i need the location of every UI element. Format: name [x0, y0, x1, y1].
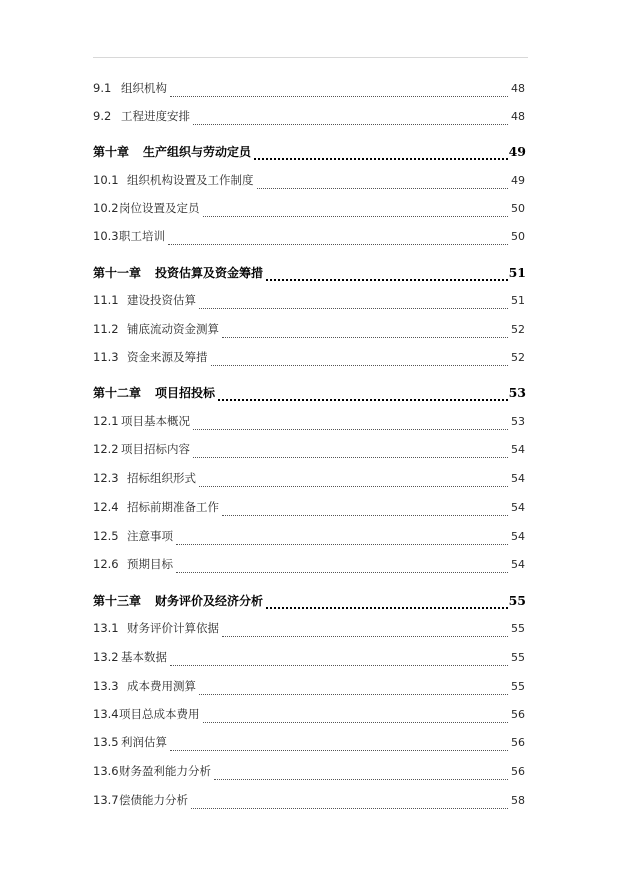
toc-page-number: 55	[511, 651, 525, 664]
toc-page-number: 58	[511, 794, 525, 807]
toc-page-number: 56	[511, 765, 525, 778]
toc-number: 第十三章	[93, 594, 142, 608]
toc-title: 预期目标	[127, 557, 173, 571]
dot-leader	[176, 572, 508, 573]
toc-page-number: 50	[511, 202, 525, 215]
toc-page-number: 52	[511, 351, 525, 364]
toc-row[interactable]	[93, 792, 526, 812]
toc-title: 招标前期准备工作	[127, 500, 219, 514]
toc-number: 第十二章	[93, 386, 142, 400]
toc-page-number: 48	[511, 110, 525, 123]
dot-leader	[254, 158, 508, 160]
dot-leader	[266, 279, 508, 281]
dot-leader	[193, 457, 508, 458]
toc-title: 岗位设置及定员	[119, 201, 200, 215]
toc-title: 建设投资估算	[127, 293, 196, 307]
dot-leader	[170, 750, 508, 751]
toc-page-number: 54	[511, 472, 525, 485]
dot-leader	[170, 665, 508, 666]
toc-page-number: 54	[511, 501, 525, 514]
toc-page-number: 54	[511, 443, 525, 456]
toc-row[interactable]	[93, 649, 526, 669]
toc-number: 13.7	[93, 793, 119, 807]
toc-number: 13.6	[93, 764, 119, 778]
toc-title: 项目基本概况	[121, 414, 190, 428]
toc-row[interactable]	[93, 264, 526, 284]
toc-page-number: 49	[511, 174, 525, 187]
toc-number: 9.1	[93, 81, 112, 95]
dot-leader	[222, 636, 508, 637]
toc-number: 11.1	[93, 293, 119, 307]
toc-number: 10.2	[93, 201, 119, 215]
toc-title: 偿债能力分析	[119, 793, 188, 807]
toc-number: 9.2	[93, 109, 112, 123]
toc-title: 铺底流动资金测算	[127, 322, 219, 336]
toc-row[interactable]	[93, 321, 526, 341]
toc-row[interactable]	[93, 200, 526, 220]
toc-title: 成本费用测算	[127, 679, 196, 693]
toc-title: 财务盈利能力分析	[119, 764, 211, 778]
toc-row[interactable]	[93, 108, 526, 128]
toc-row[interactable]	[93, 499, 526, 519]
dot-leader	[199, 694, 508, 695]
toc-page-number: 56	[511, 736, 525, 749]
toc-number: 12.3	[93, 471, 119, 485]
toc-row[interactable]	[93, 413, 526, 433]
dot-leader	[199, 486, 508, 487]
dot-leader	[266, 607, 508, 609]
toc-page-number: 55	[508, 593, 526, 608]
toc-number: 13.1	[93, 621, 119, 635]
toc-number: 12.5	[93, 529, 119, 543]
toc-number: 13.4	[93, 707, 119, 721]
dot-leader	[193, 124, 508, 125]
toc-number: 11.3	[93, 350, 119, 364]
toc-page-number: 52	[511, 323, 525, 336]
toc-title: 生产组织与劳动定员	[143, 145, 252, 159]
toc-title: 项目招标内容	[121, 442, 190, 456]
toc-number: 10.3	[93, 229, 119, 243]
toc-row[interactable]	[93, 143, 526, 163]
toc-row[interactable]	[93, 384, 526, 404]
toc-row[interactable]	[93, 441, 526, 461]
toc-page-number: 55	[511, 622, 525, 635]
dot-leader	[218, 399, 508, 401]
toc-title: 利润估算	[121, 735, 167, 749]
toc-page-number: 54	[511, 558, 525, 571]
toc-title: 职工培训	[119, 229, 165, 243]
toc-row[interactable]	[93, 292, 526, 312]
dot-leader	[214, 779, 508, 780]
toc-number: 12.4	[93, 500, 119, 514]
toc-row[interactable]	[93, 592, 526, 612]
dot-leader	[203, 722, 509, 723]
toc-row[interactable]	[93, 763, 526, 783]
toc-page-number: 53	[511, 415, 525, 428]
toc-number: 第十章	[93, 145, 130, 159]
dot-leader	[176, 544, 508, 545]
toc-row[interactable]	[93, 228, 526, 248]
toc-row[interactable]	[93, 678, 526, 698]
toc-title: 注意事项	[127, 529, 173, 543]
toc-page-number: 48	[511, 82, 525, 95]
toc-page-number: 55	[511, 680, 525, 693]
toc-title: 组织机构	[121, 81, 167, 95]
header-rule	[93, 57, 528, 58]
dot-leader	[222, 515, 508, 516]
toc-page-number: 49	[508, 144, 526, 159]
toc-row[interactable]	[93, 80, 526, 100]
toc-number: 13.3	[93, 679, 119, 693]
toc-row[interactable]	[93, 620, 526, 640]
toc-number: 13.2	[93, 650, 119, 664]
dot-leader	[199, 308, 508, 309]
toc-row[interactable]	[93, 470, 526, 490]
toc-row[interactable]	[93, 556, 526, 576]
toc-page-number: 50	[511, 230, 525, 243]
toc-row[interactable]	[93, 706, 526, 726]
toc-number: 第十一章	[93, 266, 142, 280]
toc-row[interactable]	[93, 349, 526, 369]
toc-number: 13.5	[93, 735, 119, 749]
toc-row[interactable]	[93, 734, 526, 754]
dot-leader	[222, 337, 508, 338]
toc-page-number: 51	[508, 265, 526, 280]
dot-leader	[211, 365, 509, 366]
toc-title: 招标组织形式	[127, 471, 196, 485]
toc-title: 组织机构设置及工作制度	[127, 173, 254, 187]
toc-row[interactable]	[93, 528, 526, 548]
toc-title: 项目总成本费用	[119, 707, 200, 721]
toc-title: 财务评价及经济分析	[155, 594, 264, 608]
toc-row[interactable]	[93, 172, 526, 192]
toc-number: 11.2	[93, 322, 119, 336]
toc-number: 12.2	[93, 442, 119, 456]
toc-title: 资金来源及筹措	[127, 350, 208, 364]
dot-leader	[193, 429, 508, 430]
dot-leader	[168, 244, 508, 245]
dot-leader	[191, 808, 508, 809]
toc-page-number: 53	[508, 385, 526, 400]
toc-page-number: 51	[511, 294, 525, 307]
toc-number: 10.1	[93, 173, 119, 187]
dot-leader	[170, 96, 508, 97]
toc-title: 财务评价计算依据	[127, 621, 219, 635]
toc-page-number: 54	[511, 530, 525, 543]
toc-number: 12.1	[93, 414, 119, 428]
toc-page-number: 56	[511, 708, 525, 721]
toc-title: 基本数据	[121, 650, 167, 664]
toc-title: 工程进度安排	[121, 109, 190, 123]
dot-leader	[203, 216, 509, 217]
toc-title: 投资估算及资金筹措	[155, 266, 264, 280]
toc-number: 12.6	[93, 557, 119, 571]
dot-leader	[257, 188, 509, 189]
toc-title: 项目招投标	[155, 386, 216, 400]
